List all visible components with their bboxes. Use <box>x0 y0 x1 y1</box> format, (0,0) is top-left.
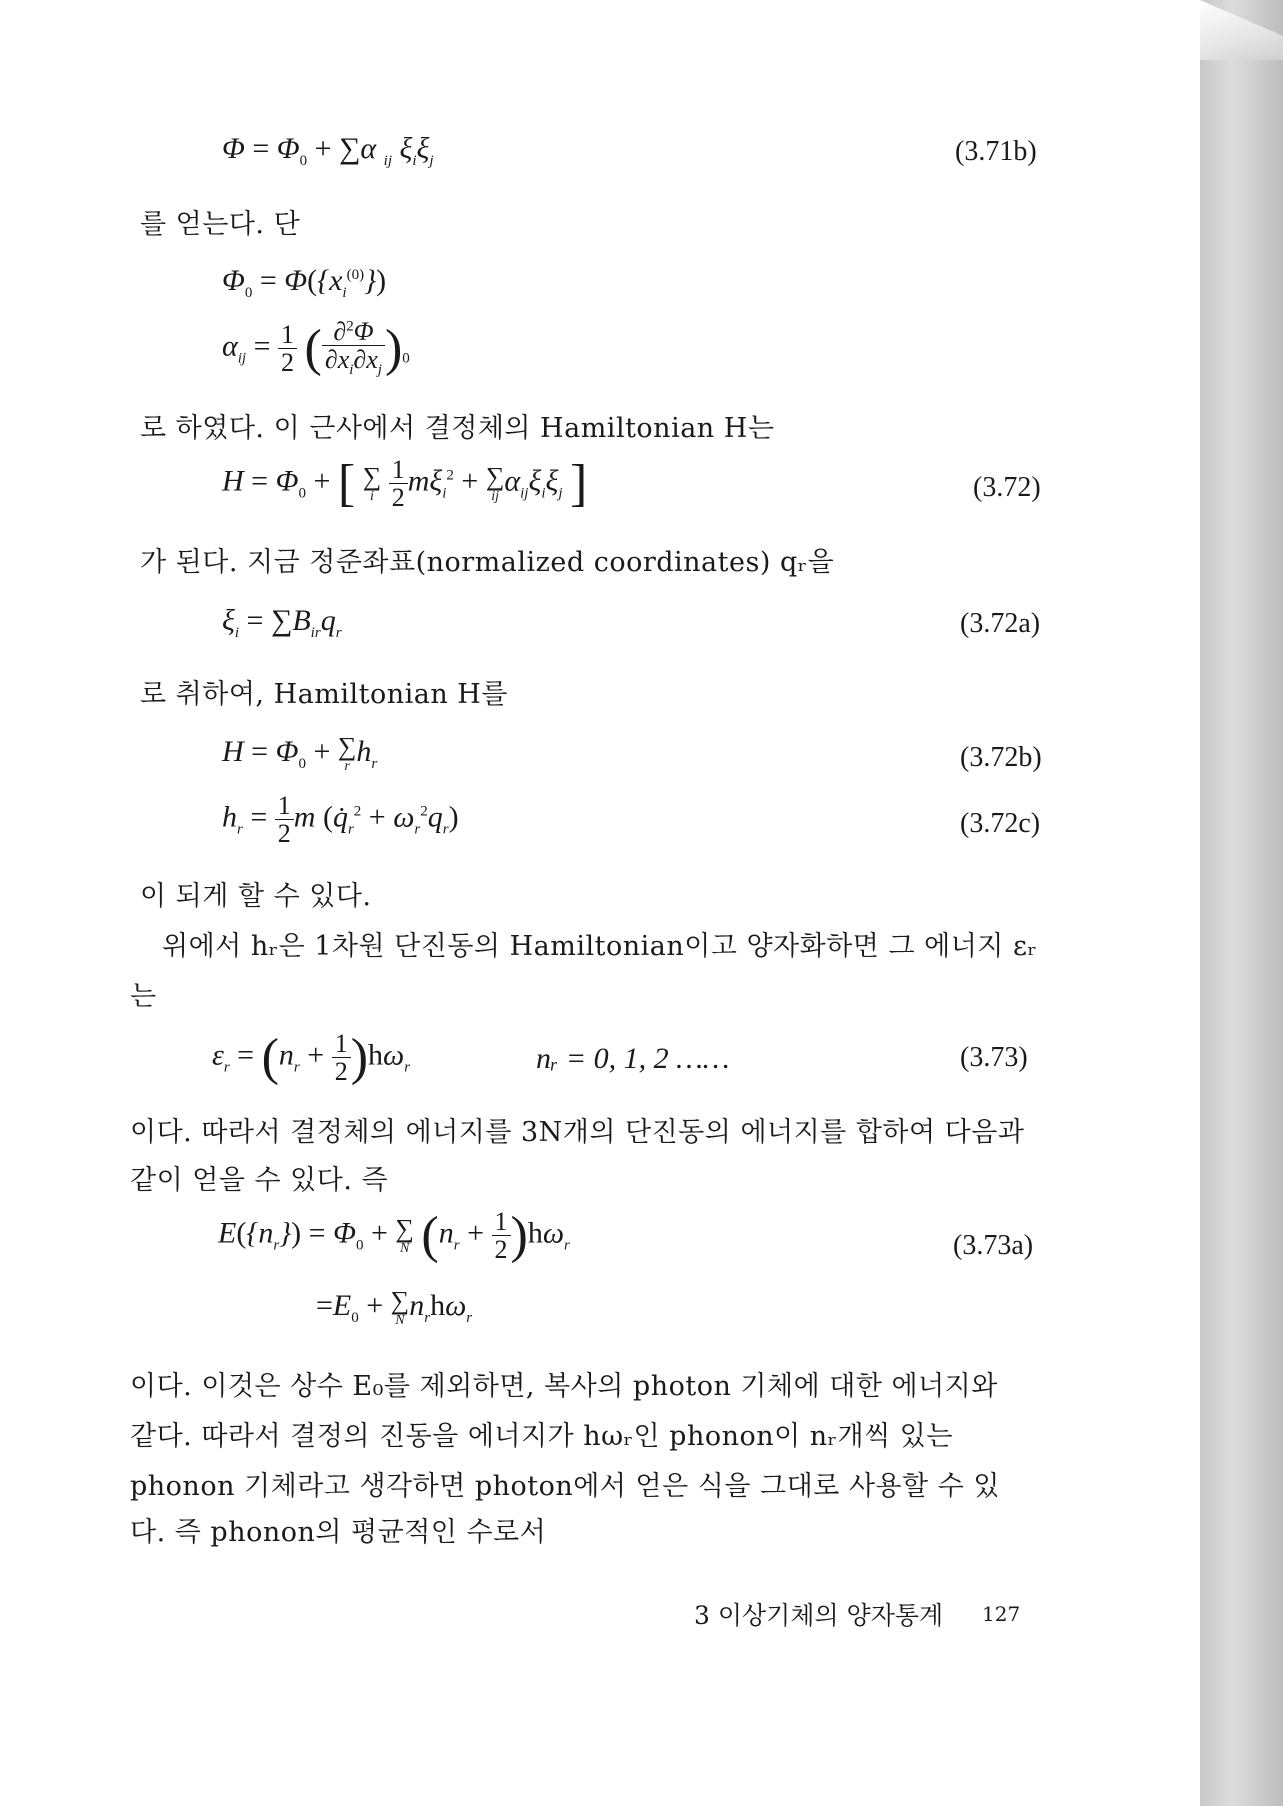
paragraph-text: 다. 즉 phonon의 평균적인 수로서 <box>130 1517 547 1548</box>
equation-label: (3.72) <box>973 472 1041 503</box>
paragraph-text: phonon 기체라고 생각하면 photon에서 얻은 식을 그대로 사용할 수 있 <box>130 1471 1000 1502</box>
equation-3-72b: $H = \Phi_0$ + ∑ r $h_r$ <box>222 732 378 774</box>
page-number: 127 <box>982 1602 1021 1626</box>
footer-chapter-title: 3 이상기체의 양자통계 <box>694 1601 944 1630</box>
equation-label: (3.71b) <box>955 136 1037 167</box>
equation-label: (3.73a) <box>953 1230 1034 1261</box>
paragraph-text: 이 되게 할 수 있다. <box>140 881 372 912</box>
equation-label: (3.72a) <box>960 608 1041 639</box>
equation-label: (3.72c) <box>960 808 1041 839</box>
equation-3-72c: $h_r$ = $\frac{1}{2}$ m $(q̇_r^2 + \omega_r^2q_r)$ <box>222 791 459 849</box>
paragraph-text: 가 된다. 지금 정준좌표(normalized coordinates) qᵣ을 <box>140 547 835 578</box>
equation-3-72: $H = \Phi_0$ + [ ∑ i $\frac{1}{2}$ $m\xi_i^2$ + ∑ ij $\alpha_{ij}\xi_i\xi_j$ ] <box>222 454 588 512</box>
equation-alpha-ij: $\alpha_{ij}$ = $\frac{1}{2}$ ( $\frac{\partial^2\Phi}{\partial x_i\partial x_j}$ )$_0$ <box>222 317 410 379</box>
paragraph-text: 이다. 따라서 결정체의 에너지를 3N개의 단진동의 에너지를 합하여 다음과 <box>130 1117 1025 1148</box>
paragraph-text: 이다. 이것은 상수 E₀를 제외하면, 복사의 photon 기체에 대한 에너지와 <box>130 1371 998 1402</box>
equation-n-values: nᵣ = 0, 1, 2 …… <box>536 1042 730 1075</box>
page-edge-stack <box>1200 0 1283 1806</box>
equation-3-73a-line2: $=E_0$ + ∑ N $n_rh\omega_r$ <box>316 1286 473 1328</box>
paragraph-text: 로 취하여, Hamiltonian H를 <box>140 679 508 710</box>
equation-3-73a: $E(\{n_r\}) = \Phi_0$ + ∑ N ($n_r$ + $\frac{1}{2}$ )$h\omega_r$ <box>218 1206 570 1264</box>
paragraph-text: 같다. 따라서 결정의 진동을 에너지가 hωᵣ인 phonon이 nᵣ개씩 있는 <box>130 1421 953 1452</box>
paragraph-text: 는 <box>130 981 157 1012</box>
paragraph-text: 위에서 hᵣ은 1차원 단진동의 Hamiltonian이고 양자화하면 그 에너지 εᵣ <box>162 931 1038 962</box>
equation-phi0: $\Phi_0 = \Phi(\{x_i^{(0)}\})$ <box>222 264 387 301</box>
paragraph-text: 같이 얻을 수 있다. 즉 <box>130 1165 389 1196</box>
equation-label: (3.73) <box>960 1042 1028 1073</box>
equation-3-72a: $\xi_i = \sum B_{ir}q_r$ <box>222 604 342 641</box>
equation-label: (3.72b) <box>960 742 1042 773</box>
equation-3-73: $\varepsilon_r = (n_r$ + $\frac{1}{2}$ )$h\omega_r$ <box>212 1028 411 1086</box>
paragraph-text: 를 얻는다. 단 <box>140 209 301 240</box>
paragraph-text: 로 하였다. 이 근사에서 결정체의 Hamiltonian H는 <box>140 413 775 444</box>
equation-3-71b: $\Phi = \Phi_0 + \sum\alpha$ $_{ij}$ $\xi_i\xi_j$ <box>222 132 434 169</box>
